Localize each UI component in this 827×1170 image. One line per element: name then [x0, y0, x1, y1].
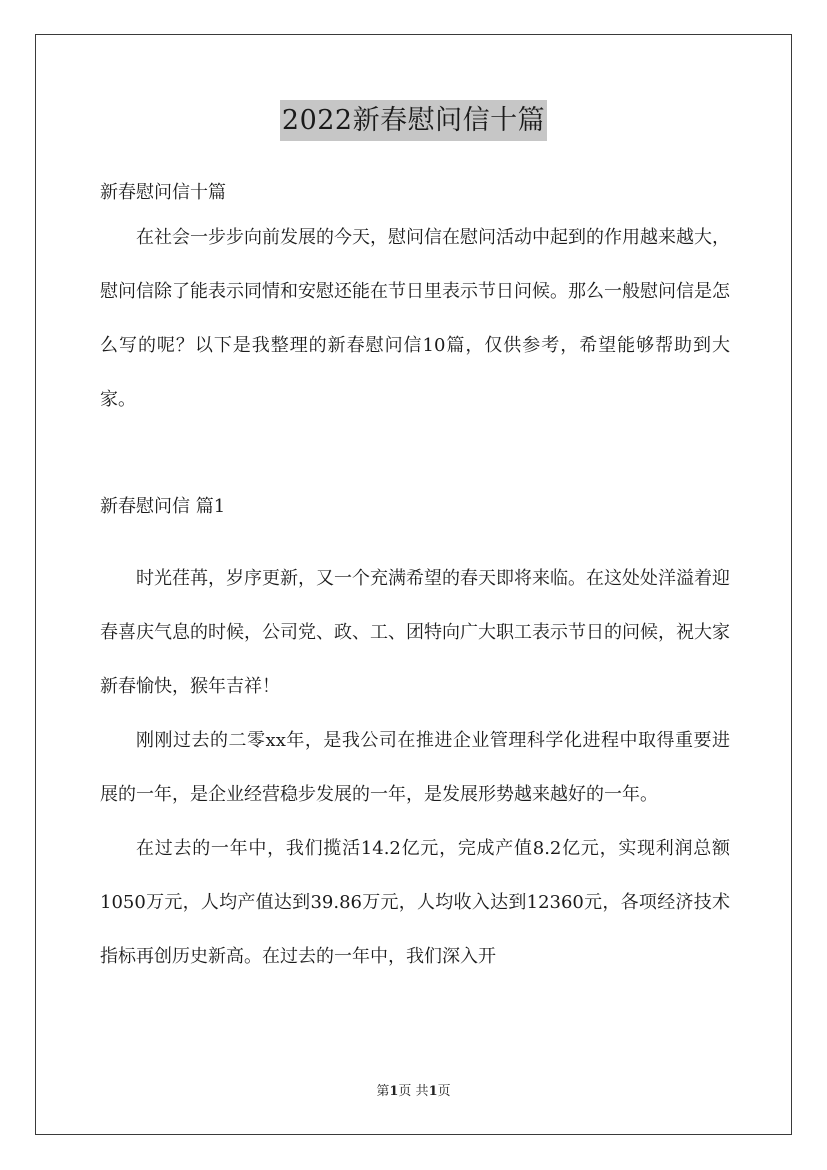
- document-body: [100, 175, 730, 984]
- total-page-number: 1: [428, 1084, 438, 1099]
- spacer: [100, 525, 730, 552]
- intro-paragraph: 在社会一步步向前发展的今天，慰问信在慰问活动中起到的作用越来越大，慰问信除了能表示同情和安慰还能在节日里表示节日问候。那么一般慰问信是怎么写的呢？以下是我整理的新春慰问信10篇，仅供参考，希望能够帮助到大家。: [100, 227, 730, 410]
- document-title: 2022新春慰问信十篇: [280, 100, 547, 141]
- title-container: [0, 100, 827, 141]
- body-paragraph: 在过去的一年中，我们揽活14.2亿元，完成产值8.2亿元，实现利润总额1050万元，人均产值达到39.86万元，人均收入达到12360元，各项经济技术指标再创历史新高。在过去的一年中，我们深入开: [100, 838, 730, 967]
- page-number-footer: [0, 1083, 827, 1101]
- body-paragraph: 刚刚过去的二零xx年，是我公司在推进企业管理科学化进程中取得重要进展的一年，是企业经营稳步发展的一年，是发展形势越来越好的一年。: [100, 730, 730, 805]
- section-heading: 新春慰问信 篇1: [100, 496, 226, 517]
- body-paragraph: 时光荏苒，岁序更新，又一个充满希望的春天即将来临。在这处处洋溢着迎春喜庆气息的时候，公司党、政、工、团特向广大职工表示节日的问候，祝大家新春愉快，猴年吉祥！: [100, 568, 730, 697]
- document-subheading: 新春慰问信十篇: [100, 182, 226, 203]
- footer-prefix: 第: [376, 1084, 390, 1099]
- spacer: [100, 427, 730, 489]
- footer-mid: 页 共: [398, 1084, 429, 1099]
- current-page-number: 1: [389, 1084, 399, 1099]
- footer-suffix: 页: [437, 1084, 451, 1099]
